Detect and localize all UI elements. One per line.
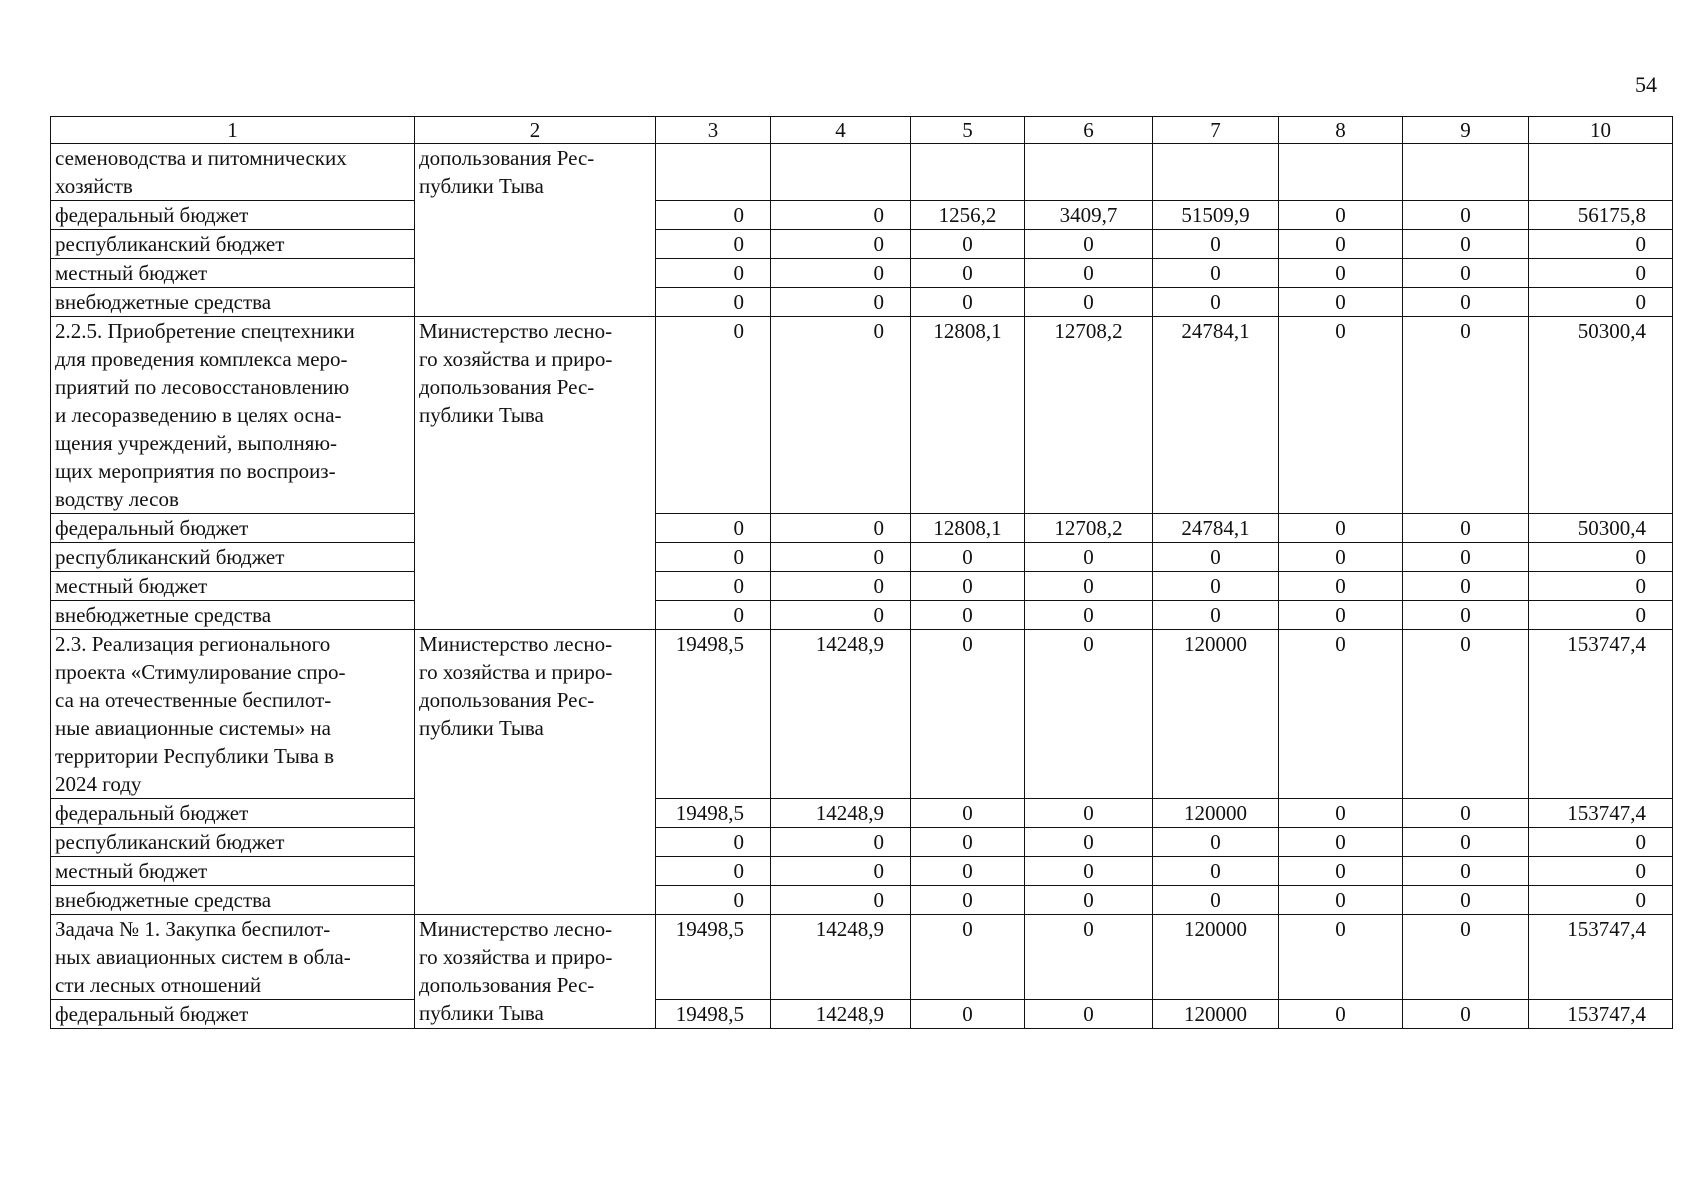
executor-cell [415,144,656,317]
executor-line: допользования Рес- [419,688,595,712]
column-header-9: 9 [1403,117,1529,144]
value-cell [911,144,1025,201]
value-cell: 0 [1403,630,1529,799]
executor-cell [415,915,656,1029]
value-cell: 0 [1279,915,1403,1000]
executor-line: Министерство лесно- [419,319,613,343]
item-title-line: проекта «Стимулирование спро- [55,660,346,684]
value-cell: 0 [656,259,771,288]
value-cell: 0 [911,828,1025,857]
table-row [51,144,1673,201]
table-row [51,915,1673,1000]
value-cell: 1256,2 [911,201,1025,230]
budget-source-label: республиканский бюджет [51,230,415,259]
value-cell: 0 [911,799,1025,828]
table-row [51,543,1673,572]
column-header-1: 1 [51,117,415,144]
value-cell: 0 [771,572,911,601]
item-title-line: водству лесов [55,487,179,511]
value-cell: 0 [1153,828,1279,857]
value-cell [656,144,771,201]
value-cell: 3409,7 [1025,201,1153,230]
value-cell: 0 [1529,857,1673,886]
value-cell: 0 [1279,259,1403,288]
value-cell: 0 [656,828,771,857]
value-cell: 0 [656,514,771,543]
value-cell: 0 [1279,630,1403,799]
value-cell [1403,144,1529,201]
value-cell: 0 [656,288,771,317]
value-cell: 0 [1153,572,1279,601]
value-cell: 0 [911,601,1025,630]
item-title-line: Задача № 1. Закупка беспилот- [55,917,331,941]
item-title-line: сти лесных отношений [55,973,262,997]
item-title-line: ных авиационных систем в обла- [55,945,351,969]
column-header-6: 6 [1025,117,1153,144]
value-cell: 0 [656,230,771,259]
value-cell: 0 [1153,259,1279,288]
item-title [51,144,415,201]
value-cell: 0 [1025,543,1153,572]
value-cell: 0 [771,288,911,317]
budget-source-label: федеральный бюджет [51,799,415,828]
executor-line: публики Тыва [419,403,544,427]
executor-line: го хозяйства и приро- [419,660,613,684]
budget-table [50,116,1673,1029]
value-cell: 0 [656,601,771,630]
value-cell: 0 [1025,230,1153,259]
column-header-7: 7 [1153,117,1279,144]
value-cell: 14248,9 [771,1000,911,1029]
value-cell: 0 [1403,799,1529,828]
budget-source-label: местный бюджет [51,857,415,886]
column-header-5: 5 [911,117,1025,144]
value-cell: 153747,4 [1529,799,1673,828]
budget-source-label: внебюджетные средства [51,886,415,915]
value-cell: 0 [656,572,771,601]
value-cell: 0 [1403,230,1529,259]
value-cell: 0 [1529,572,1673,601]
value-cell: 120000 [1153,630,1279,799]
value-cell: 0 [911,572,1025,601]
executor-line: го хозяйства и приро- [419,347,613,371]
executor-line: допользования Рес- [419,973,595,997]
executor-line: публики Тыва [419,174,544,198]
value-cell: 0 [656,317,771,514]
value-cell: 0 [911,1000,1025,1029]
value-cell: 0 [771,230,911,259]
executor-line: Министерство лесно- [419,632,613,656]
budget-source-label: федеральный бюджет [51,514,415,543]
value-cell: 0 [1153,288,1279,317]
value-cell: 0 [911,288,1025,317]
value-cell: 120000 [1153,1000,1279,1029]
value-cell: 0 [1279,886,1403,915]
item-title-line: щения учреждений, выполняю- [55,431,338,455]
value-cell: 0 [1025,886,1153,915]
value-cell: 0 [1279,857,1403,886]
table-row [51,288,1673,317]
value-cell: 0 [1279,828,1403,857]
value-cell: 0 [911,230,1025,259]
table-row [51,857,1673,886]
value-cell: 0 [1025,630,1153,799]
item-title-line: са на отечественные беспилот- [55,688,332,712]
value-cell: 0 [911,857,1025,886]
table-row [51,317,1673,514]
value-cell: 0 [1529,886,1673,915]
value-cell: 0 [771,886,911,915]
value-cell: 0 [911,886,1025,915]
table-body [51,117,1673,1029]
value-cell: 0 [1403,514,1529,543]
value-cell: 0 [771,259,911,288]
value-cell: 0 [1279,1000,1403,1029]
value-cell: 0 [771,317,911,514]
value-cell: 0 [771,543,911,572]
value-cell [1153,144,1279,201]
value-cell: 0 [771,857,911,886]
value-cell: 0 [1403,828,1529,857]
value-cell: 14248,9 [771,915,911,1000]
value-cell: 24784,1 [1153,317,1279,514]
value-cell [1279,144,1403,201]
value-cell: 50300,4 [1529,514,1673,543]
value-cell: 0 [1153,543,1279,572]
value-cell: 0 [1279,288,1403,317]
column-header-3: 3 [656,117,771,144]
item-title-line: 2024 году [55,772,142,796]
value-cell: 0 [1025,857,1153,886]
table-row [51,799,1673,828]
value-cell: 0 [1403,572,1529,601]
budget-source-label: местный бюджет [51,572,415,601]
value-cell [1025,144,1153,201]
value-cell: 0 [1025,1000,1153,1029]
item-title-line: 2.2.5. Приобретение спецтехники [55,319,355,343]
value-cell: 12708,2 [1025,317,1153,514]
executor-cell [415,630,656,915]
table-row [51,201,1673,230]
value-cell: 0 [1025,828,1153,857]
value-cell: 19498,5 [656,630,771,799]
value-cell: 0 [656,857,771,886]
executor-line: публики Тыва [419,716,544,740]
value-cell [771,144,911,201]
value-cell: 0 [1403,201,1529,230]
value-cell: 153747,4 [1529,1000,1673,1029]
value-cell: 0 [656,886,771,915]
value-cell: 50300,4 [1529,317,1673,514]
budget-source-label: местный бюджет [51,259,415,288]
value-cell: 56175,8 [1529,201,1673,230]
column-header-10: 10 [1529,117,1673,144]
value-cell: 0 [911,259,1025,288]
value-cell: 120000 [1153,799,1279,828]
value-cell: 0 [656,201,771,230]
value-cell: 0 [1279,799,1403,828]
column-header-2: 2 [415,117,656,144]
value-cell: 51509,9 [1153,201,1279,230]
value-cell: 0 [1279,572,1403,601]
item-title-line: щих мероприятия по воспроиз- [55,459,336,483]
value-cell: 14248,9 [771,799,911,828]
value-cell: 0 [1529,601,1673,630]
value-cell: 0 [1403,857,1529,886]
value-cell: 120000 [1153,915,1279,1000]
item-title-line: приятий по лесовосстановлению [55,375,350,399]
value-cell: 0 [771,828,911,857]
table-row [51,601,1673,630]
value-cell: 0 [911,630,1025,799]
value-cell: 0 [771,601,911,630]
value-cell: 0 [1025,601,1153,630]
value-cell: 153747,4 [1529,915,1673,1000]
item-title-line: и лесоразведению в целях осна- [55,403,342,427]
budget-source-label: внебюджетные средства [51,288,415,317]
value-cell: 0 [1279,230,1403,259]
value-cell: 19498,5 [656,799,771,828]
value-cell: 12808,1 [911,514,1025,543]
value-cell: 0 [1153,601,1279,630]
table-row [51,630,1673,799]
value-cell: 0 [911,915,1025,1000]
value-cell: 0 [1279,201,1403,230]
budget-source-label: республиканский бюджет [51,828,415,857]
value-cell: 0 [1529,543,1673,572]
executor-line: Министерство лесно- [419,917,613,941]
value-cell: 0 [1025,799,1153,828]
value-cell: 0 [1403,317,1529,514]
value-cell: 0 [911,543,1025,572]
value-cell: 0 [656,543,771,572]
value-cell: 0 [1529,828,1673,857]
value-cell: 0 [1403,1000,1529,1029]
value-cell: 0 [1025,915,1153,1000]
item-title-line: территории Республики Тыва в [55,744,334,768]
item-title [51,317,415,514]
value-cell: 0 [1025,288,1153,317]
value-cell: 0 [1403,543,1529,572]
executor-line: публики Тыва [419,1001,544,1025]
value-cell: 0 [1403,288,1529,317]
item-title-line: для проведения комплекса меро- [55,347,348,371]
value-cell: 0 [1025,572,1153,601]
value-cell: 19498,5 [656,915,771,1000]
budget-source-label: федеральный бюджет [51,1000,415,1029]
value-cell: 0 [1025,259,1153,288]
value-cell: 0 [1279,317,1403,514]
value-cell: 0 [1153,857,1279,886]
value-cell: 19498,5 [656,1000,771,1029]
value-cell: 12708,2 [1025,514,1153,543]
item-title-line: ные авиационные системы» на [55,716,331,740]
table-row [51,1000,1673,1029]
budget-source-label: республиканский бюджет [51,543,415,572]
value-cell: 0 [1403,601,1529,630]
value-cell: 0 [1279,514,1403,543]
table-row [51,230,1673,259]
value-cell: 0 [1529,230,1673,259]
executor-line: допользования Рес- [419,375,595,399]
value-cell: 0 [771,201,911,230]
table-row [51,259,1673,288]
table-row [51,572,1673,601]
item-title-line: семеноводства и питомнических [55,146,347,170]
item-title [51,630,415,799]
value-cell: 14248,9 [771,630,911,799]
column-header-4: 4 [771,117,911,144]
value-cell: 0 [1529,288,1673,317]
value-cell: 12808,1 [911,317,1025,514]
budget-source-label: внебюджетные средства [51,601,415,630]
table-row [51,514,1673,543]
value-cell: 0 [1279,543,1403,572]
value-cell: 153747,4 [1529,630,1673,799]
executor-cell [415,317,656,630]
value-cell: 0 [1403,915,1529,1000]
page-number: 54 [1635,72,1657,97]
table-row [51,828,1673,857]
value-cell [1529,144,1673,201]
executor-line: допользования Рес- [419,146,595,170]
column-header-row [51,117,1673,144]
value-cell: 0 [1279,601,1403,630]
value-cell: 0 [1153,886,1279,915]
budget-source-label: федеральный бюджет [51,201,415,230]
value-cell: 0 [1403,259,1529,288]
item-title-line: хозяйств [55,174,133,198]
column-header-8: 8 [1279,117,1403,144]
executor-line: го хозяйства и приро- [419,945,613,969]
value-cell: 0 [771,514,911,543]
value-cell: 24784,1 [1153,514,1279,543]
value-cell: 0 [1403,886,1529,915]
item-title-line: 2.3. Реализация регионального [55,632,331,656]
table-row [51,886,1673,915]
item-title [51,915,415,1000]
value-cell: 0 [1153,230,1279,259]
value-cell: 0 [1529,259,1673,288]
